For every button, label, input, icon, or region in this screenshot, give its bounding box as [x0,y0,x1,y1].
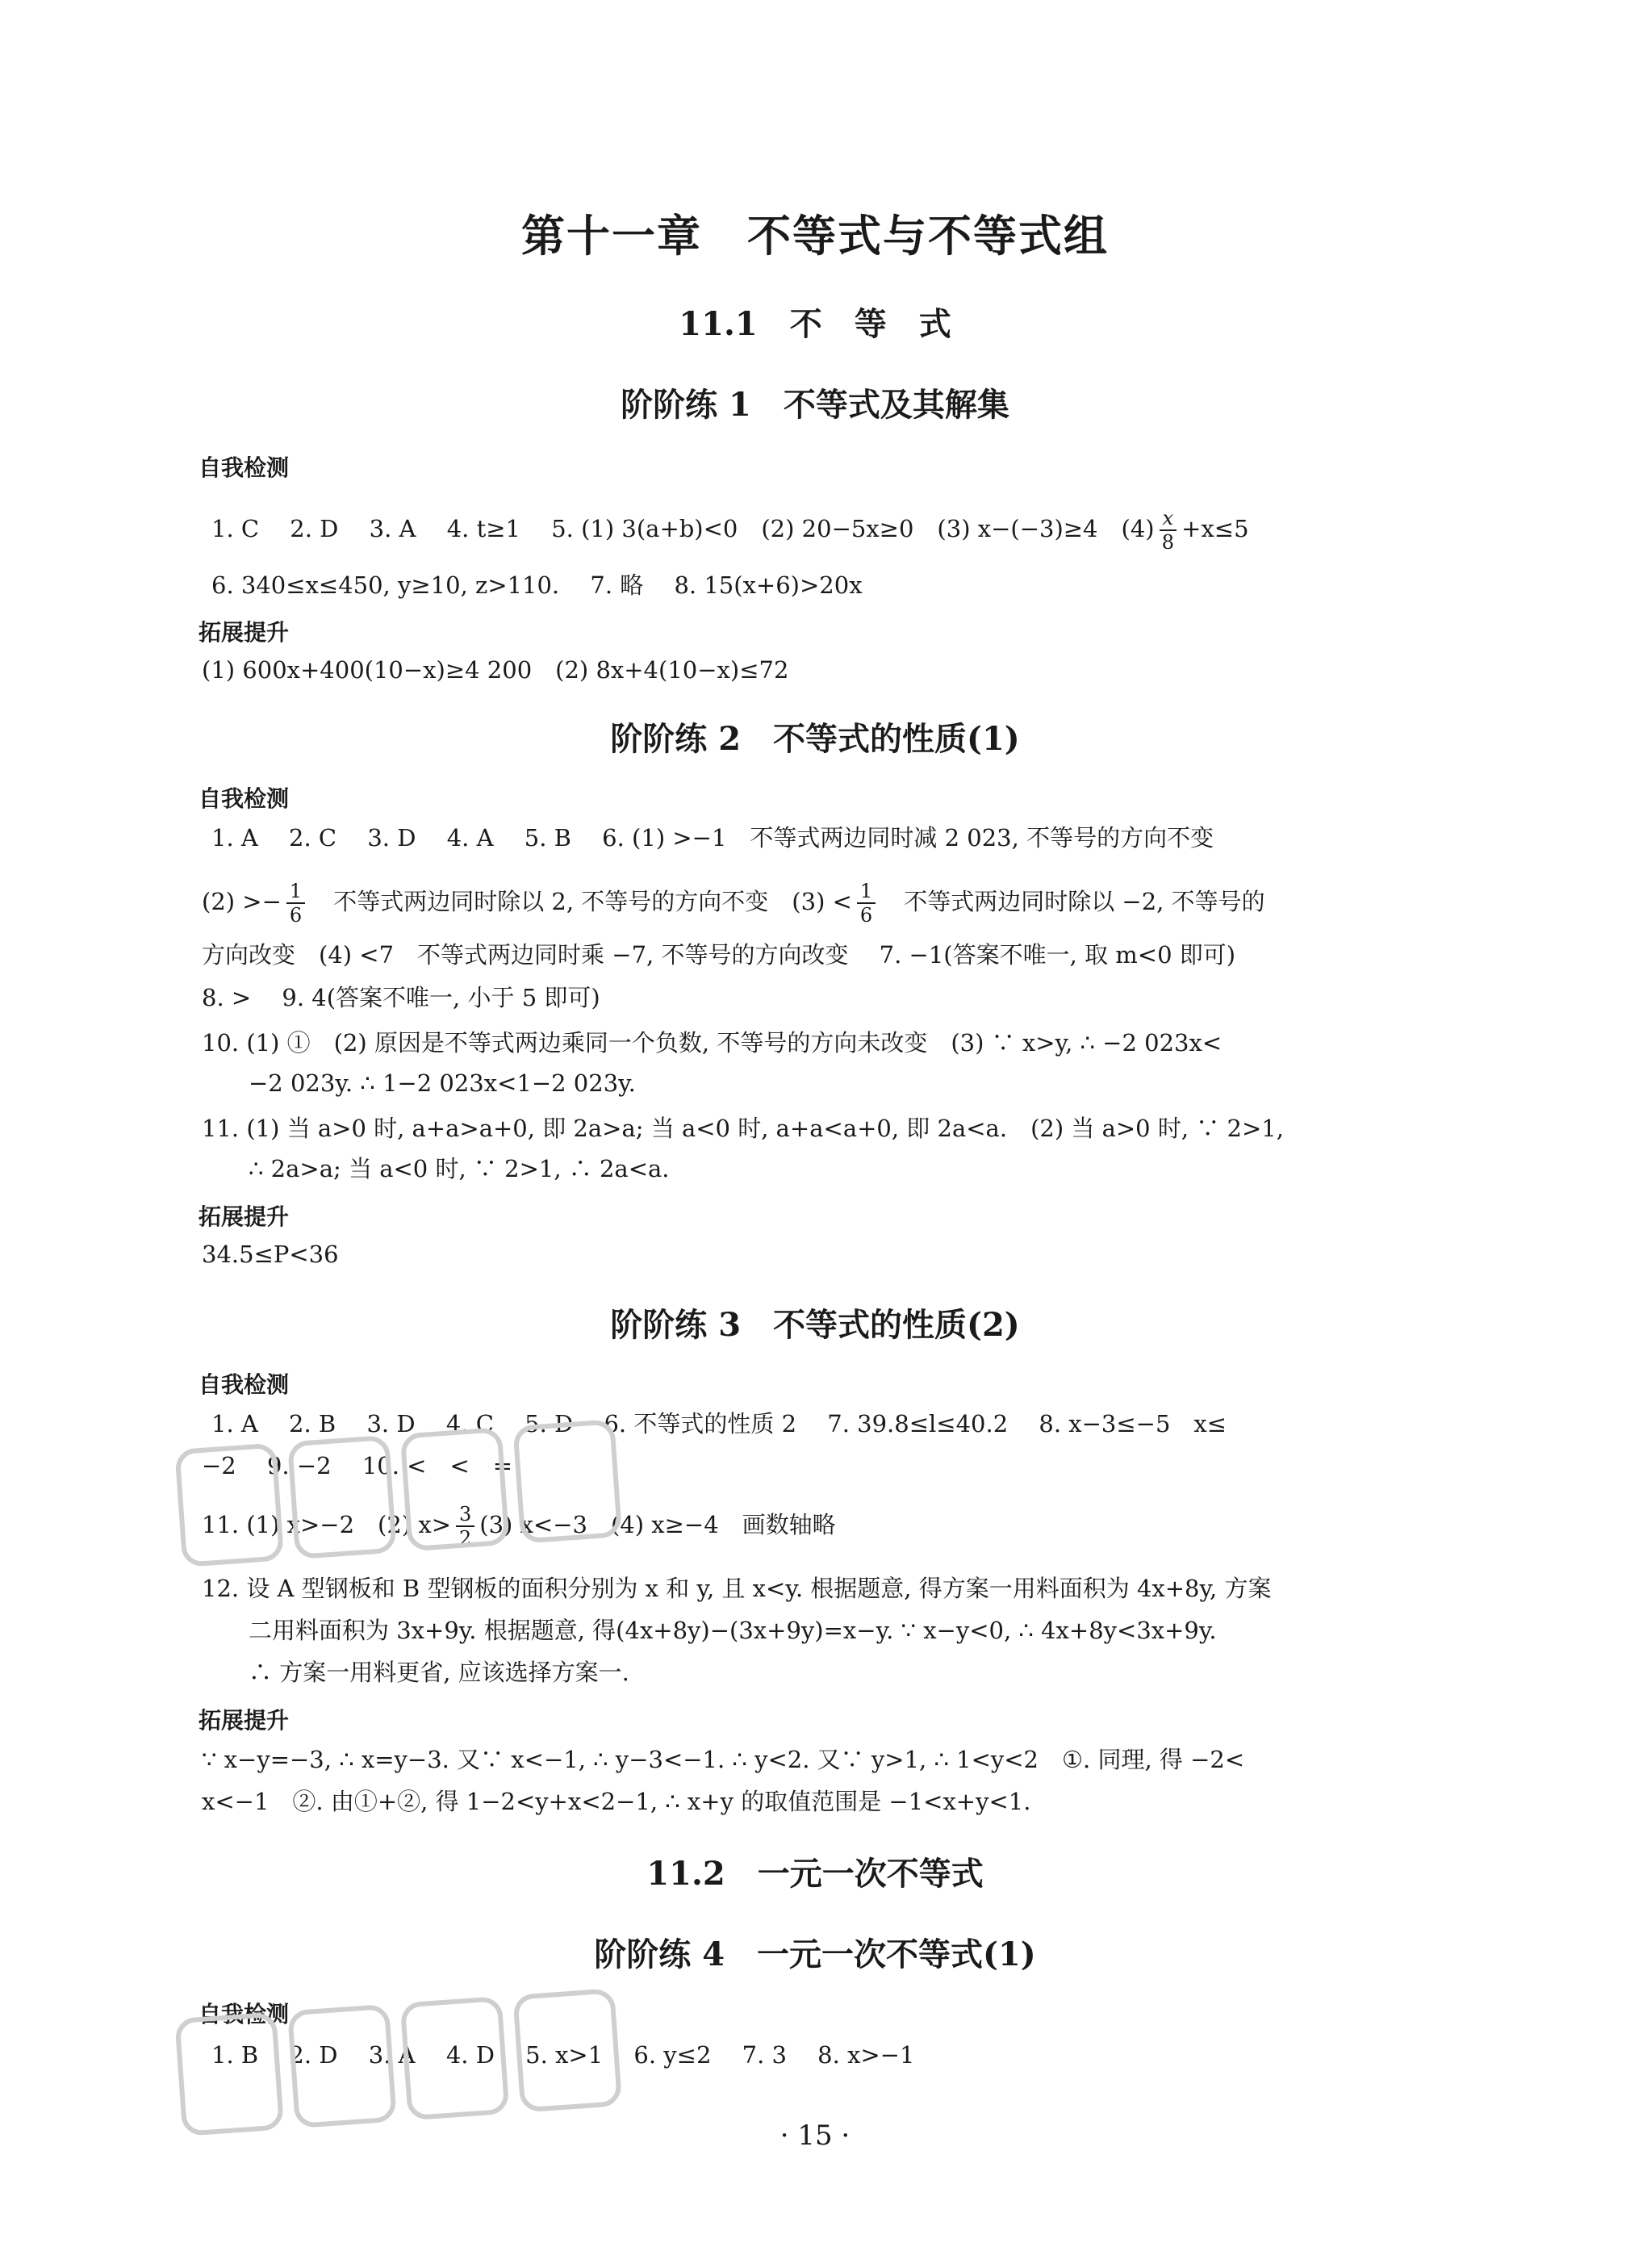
watermark-logo [167,1397,631,1618]
answer-text: 1. C 2. D 3. A 4. t≥1 5. (1) 3(a+b)<0 (2) 20−5x≥0 (3) x−(−3)≥4 (4) [211,515,1155,542]
lesson-1-self-check-label: 自我检测 [199,454,290,481]
fraction-numerator: x [1160,508,1177,531]
lesson-2-answer-line-2 [202,881,1265,925]
lesson-3-answer-line-1: 1. A 2. B 3. D 4. C 5. D 6. 不等式的性质 2 7. 39.8≤l≤40.2 8. x−3≤−5 x≤ [211,1410,1227,1437]
answer-text: +x≤5 [1181,515,1249,542]
answer-text: (2) >− [202,888,282,915]
lesson-2-answer-line-7: 11. (1) 当 a>0 时, a+a>a+0, 即 2a>a; 当 a<0 时, a+a<a+0, 即 2a<a. (2) 当 a>0 时, ∵ 2>1, [202,1115,1284,1142]
fraction [1160,508,1177,552]
lesson-2-answer-line-1: 1. A 2. C 3. D 4. A 5. B 6. (1) >−1 不等式两边同时减 2 023, 不等号的方向不变 [211,824,1214,852]
lesson-3-extension-line-2: x<−1 ②. 由①+②, 得 1−2<y+x<2−1, ∴ x+y 的取值范围是 −1<x+y<1. [202,1788,1031,1815]
lesson-3-answer-line-6: ∴ 方案一用料更省, 应该选择方案一. [249,1659,629,1686]
watermark-shape [167,1966,629,2159]
lesson-3-answer-line-2: −2 9. −2 10. < < = [202,1452,513,1479]
lesson-2-answer-line-4: 8. > 9. 4(答案不唯一, 小于 5 即可) [202,984,600,1011]
lesson-1-answer-line-2: 6. 340≤x≤450, y≥10, z>110. 7. 略 8. 15(x+6)>20x [211,571,863,599]
section-title-11-1: 11.1 不 等 式 [679,305,951,343]
fraction-denominator: 2 [459,1527,472,1550]
lesson-3-extension-label: 拓展提升 [199,1707,290,1734]
lesson-2-self-check-label: 自我检测 [199,785,290,812]
chapter-title: 第十一章 不等式与不等式组 [521,210,1109,262]
answer-text: 不等式两边同时除以 2, 不等号的方向不变 (3) < [333,888,852,915]
fraction-denominator: 6 [859,904,873,927]
answer-text: (3) x<−3 (4) x≥−4 画数轴略 [479,1511,836,1538]
watermark-shape [167,1397,629,1590]
fraction-denominator: 6 [289,904,303,927]
lesson-3-extension-line-1: ∵ x−y=−3, ∴ x=y−3. 又∵ x<−1, ∴ y−3<−1. ∴ y<2. 又∵ y>1, ∴ 1<y<2 ①. 同理, 得 −2< [202,1746,1245,1773]
fraction [857,881,876,925]
fraction-numerator: 3 [456,1504,474,1527]
lesson-4-answer-line-1: 1. B 2. D 3. A 4. D 5. x>1 6. y≤2 7. 3 8. x>−1 [211,2041,915,2069]
lesson-3-self-check-label: 自我检测 [199,1371,290,1398]
lesson-3-title: 阶阶练 3 不等式的性质(2) [610,1306,1020,1344]
lesson-2-title: 阶阶练 2 不等式的性质(1) [610,720,1020,758]
section-title-11-2: 11.2 一元一次不等式 [646,1855,984,1893]
fraction-numerator: 1 [286,881,305,904]
watermark-logo [167,1966,631,2187]
answer-text: 不等式两边同时除以 −2, 不等号的 [904,888,1265,915]
fraction [286,881,305,925]
lesson-4-title: 阶阶练 4 一元一次不等式(1) [594,1935,1036,1973]
lesson-2-answer-line-8: ∴ 2a>a; 当 a<0 时, ∵ 2>1, ∴ 2a<a. [249,1155,670,1182]
lesson-4-self-check-label: 自我检测 [199,2001,290,2027]
lesson-2-answer-line-6: −2 023y. ∴ 1−2 023x<1−2 023y. [249,1069,636,1097]
lesson-1-extension-line: (1) 600x+400(10−x)≥4 200 (2) 8x+4(10−x)≤72 [202,656,789,684]
answer-text: 11. (1) x>−2 (2) x> [202,1511,451,1538]
lesson-1-extension-label: 拓展提升 [199,619,290,646]
lesson-3-answer-line-5: 二用料面积为 3x+9y. 根据题意, 得(4x+8y)−(3x+9y)=x−y. ∵ x−y<0, ∴ 4x+8y<3x+9y. [249,1617,1217,1644]
lesson-2-answer-line-5: 10. (1) ① (2) 原因是不等式两边乘同一个负数, 不等号的方向未改变 (3) ∵ x>y, ∴ −2 023x< [202,1029,1222,1057]
lesson-2-extension-line: 34.5≤P<36 [202,1241,339,1268]
lesson-2-answer-line-3: 方向改变 (4) <7 不等式两边同时乘 −7, 不等号的方向改变 7. −1(答案不唯一, 取 m<0 即可) [202,941,1236,969]
page-number: · 15 · [779,2119,851,2152]
fraction-numerator: 1 [857,881,876,904]
fraction-denominator: 8 [1161,531,1174,554]
lesson-1-title: 阶阶练 1 不等式及其解集 [621,386,1009,424]
lesson-2-extension-label: 拓展提升 [199,1203,290,1230]
lesson-3-answer-line-4: 12. 设 A 型钢板和 B 型钢板的面积分别为 x 和 y, 且 x<y. 根据题意, 得方案一用料面积为 4x+8y, 方案 [202,1575,1272,1602]
lesson-1-answer-line-1 [211,508,1249,552]
